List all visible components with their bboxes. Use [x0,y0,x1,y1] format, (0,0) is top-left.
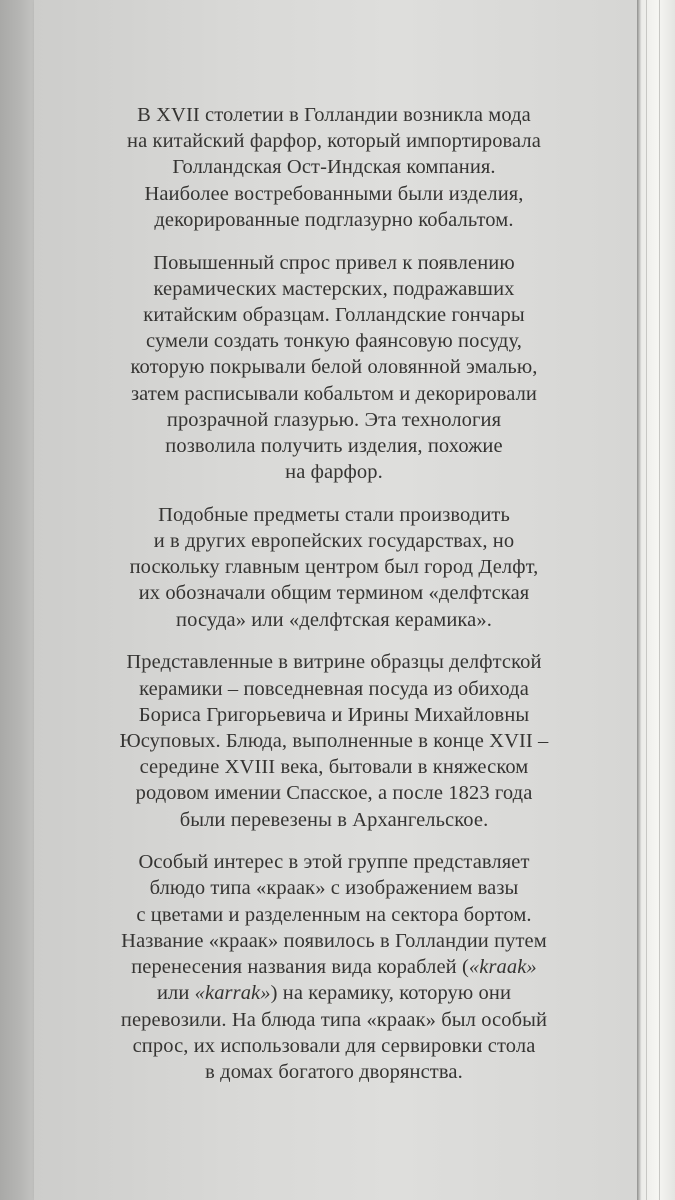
text-line: были перевезены в Архангельское. [179,808,489,831]
text-line: на китайский фарфор, который импортировала [127,130,541,153]
text-line: Бориса Григорьевича и Ирины Михайловны [138,703,530,726]
paragraph-5 [64,849,604,1085]
text-line: которую покрывали белой оловянной эмалью, [130,356,538,379]
text-line: в домах богатого дворянства. [205,1060,463,1083]
text-line: позволила получить изделия, похожие [165,434,503,457]
paragraph-3 [64,502,604,633]
text-fragment: ) на керамику, которую они [270,982,512,1005]
text-line: Голландская Ост-Индская компания. [172,156,496,179]
text-line: и в других европейских государствах, но [153,530,515,553]
text-line: Наиболее востребованными были изделия, [144,182,524,205]
edge-line [659,0,660,1200]
text-line: Юсуповых. Блюда, выполненные в конце XVII – [119,729,549,752]
text-line: перевозили. На блюда типа «краак» был особый [120,1008,548,1031]
text-line: прозрачной глазурью. Эта технология [166,408,502,431]
text-line: середине XVIII века, бытовали в княжеском [139,756,529,779]
text-line: родовом имении Спасское, а после 1823 года [135,782,533,805]
paragraph-1 [64,102,604,233]
text-line: посуда» или «делфтская керамика». [176,608,492,631]
left-wall-shadow [0,0,34,1200]
text-line: спрос, их использовали для сервировки стола [132,1034,536,1057]
text-fragment: или [156,982,195,1005]
edge-line [646,0,647,1200]
text-line: блюдо типа «краак» с изображением вазы [149,877,519,900]
text-line: Особый интерес в этой группе представляет [138,851,530,874]
label-text [64,102,604,1102]
text-line: Представленные в витрине образцы делфтской [126,651,542,674]
text-line-karrak [64,980,604,1006]
text-line: их обозначали общим термином «делфтская [138,582,530,605]
text-line: поскольку главным центром был город Делфт, [129,556,539,579]
text-line: Название «краак» появилось в Голландии путем [121,929,547,952]
text-line: на фарфор. [285,461,383,484]
text-line: керамики – повседневная посуда из обихода [139,677,529,700]
paragraph-4 [64,649,604,832]
text-line-kraak [64,954,604,980]
text-fragment: перенесения названия вида кораблей ( [131,956,469,979]
text-line: Подобные предметы стали производить [158,503,510,526]
text-line: декорированные подглазурно кобальтом. [154,208,514,231]
italic-term-karrak: «karrak» [194,982,271,1005]
italic-term-kraak: «kraak» [468,956,537,979]
text-line: китайским образцам. Голландские гончары [143,303,525,326]
paragraph-2 [64,250,604,486]
panel-edge [637,0,675,1200]
text-line: сумели создать тонкую фаянсовую посуду, [146,330,522,353]
text-line: Повышенный спрос привел к появлению [153,251,515,274]
text-line: затем расписывали кобальтом и декорировали [130,382,538,405]
museum-label-panel [34,0,637,1200]
text-line: керамических мастерских, подражавших [153,277,515,300]
text-line: В XVII столетии в Голландии возникла мода [137,104,531,126]
text-line: с цветами и разделенным на сектора бортом. [136,903,532,926]
